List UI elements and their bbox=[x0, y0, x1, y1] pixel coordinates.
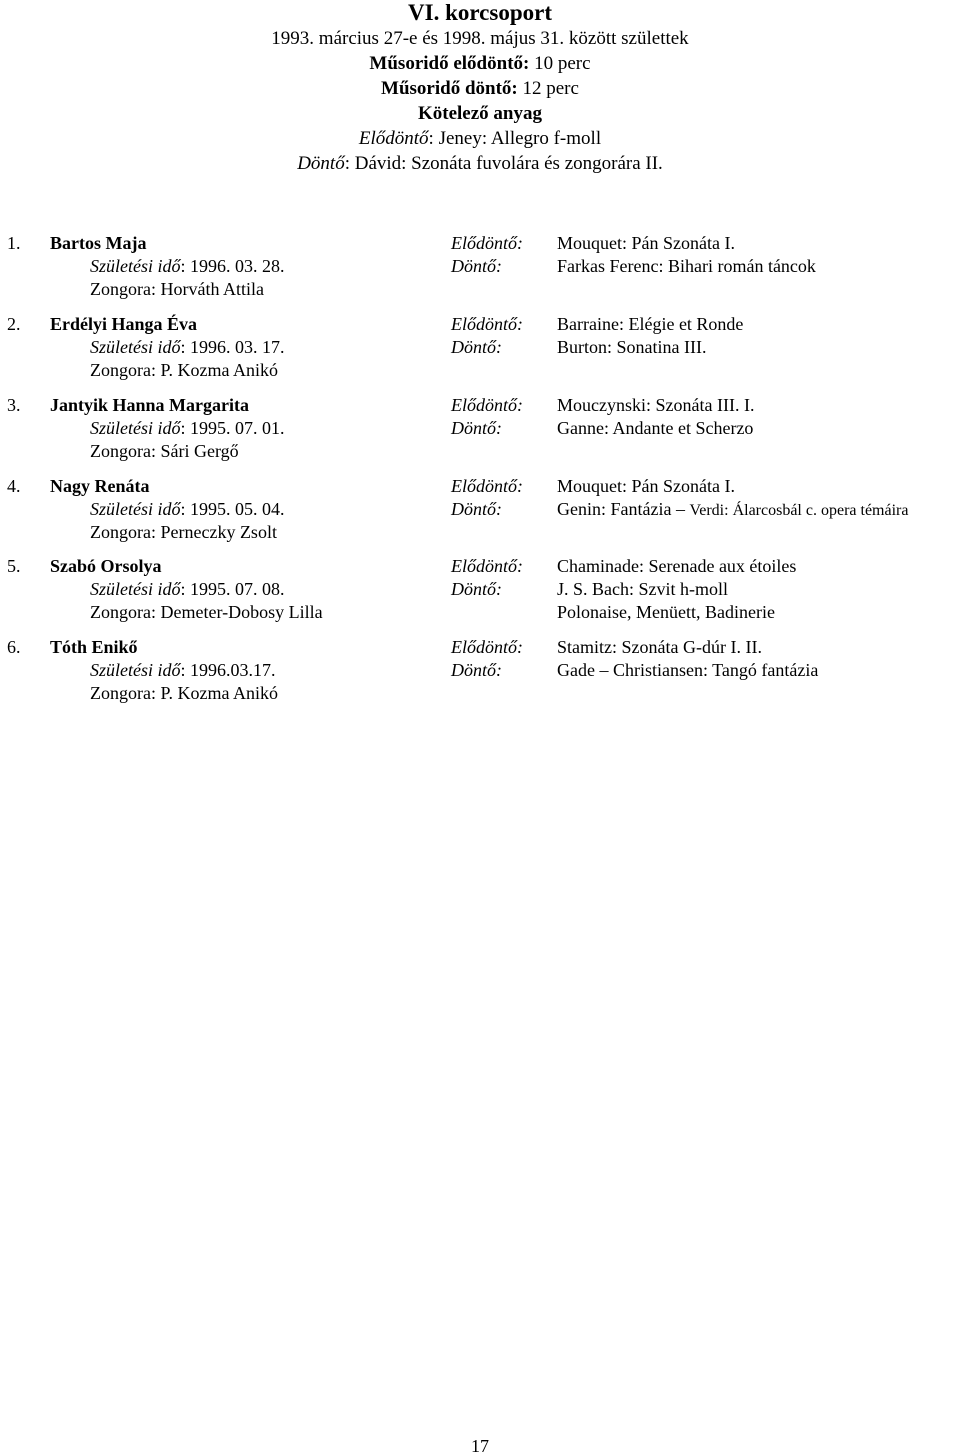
entry-dob bbox=[90, 254, 285, 278]
final-piece: Gade – Christiansen: Tangó fantázia bbox=[557, 660, 819, 680]
final-label: Döntő: bbox=[451, 418, 502, 438]
final-piece-main: Genin: Fantázia – bbox=[557, 499, 690, 519]
mandatory-prelim-piece: : Jeney: Allegro f-moll bbox=[428, 128, 602, 149]
prelim-label: Elődöntő: bbox=[451, 556, 523, 576]
entry bbox=[0, 635, 960, 707]
dob-label: Születési idő bbox=[90, 418, 181, 438]
mandatory-final-piece: : Dávid: Szonáta fuvolára és zongorára II. bbox=[344, 153, 663, 174]
dob-label: Születési idő bbox=[90, 337, 181, 357]
entry-piano: Zongora: Horváth Attila bbox=[90, 279, 264, 299]
prelim-piece: Chaminade: Serenade aux étoiles bbox=[557, 556, 797, 576]
entry-dob bbox=[90, 658, 276, 682]
prelim-label: Elődöntő: bbox=[451, 637, 523, 657]
entry-name: Szabó Orsolya bbox=[50, 556, 162, 576]
dob-label: Születési idő bbox=[90, 256, 181, 276]
dob-value: : 1996.03.17. bbox=[180, 660, 276, 680]
entry-name: Erdélyi Hanga Éva bbox=[50, 314, 198, 334]
entry-number: 2. bbox=[7, 314, 21, 334]
prelim-piece: Mouquet: Pán Szonáta I. bbox=[557, 233, 735, 253]
entry-number: 4. bbox=[7, 476, 21, 496]
entry-name: Nagy Renáta bbox=[50, 476, 150, 496]
prelim-piece: Barraine: Elégie et Ronde bbox=[557, 314, 744, 334]
dob-value: : 1996. 03. 28. bbox=[180, 256, 285, 276]
entry-dob bbox=[90, 416, 285, 440]
final-time-value: 12 perc bbox=[522, 78, 579, 99]
mandatory-heading: Kötelező anyag bbox=[417, 103, 542, 124]
mandatory-prelim-line bbox=[0, 126, 960, 151]
entry-piano: Zongora: P. Kozma Anikó bbox=[90, 360, 278, 380]
entry-piano: Zongora: Perneczky Zsolt bbox=[90, 522, 277, 542]
prelim-piece: Mouczynski: Szonáta III. I. bbox=[557, 395, 755, 415]
final-piece: Burton: Sonatina III. bbox=[557, 337, 707, 357]
prelim-label: Elődöntő: bbox=[451, 395, 523, 415]
dob-value: : 1995. 07. 01. bbox=[180, 418, 285, 438]
entry-number: 1. bbox=[7, 233, 21, 253]
prelim-time-line bbox=[0, 51, 960, 76]
section-header bbox=[0, 0, 960, 176]
dob-value: : 1996. 03. 17. bbox=[180, 337, 285, 357]
prelim-label: Elődöntő: bbox=[451, 476, 523, 496]
mandatory-prelim-label: Elődöntő bbox=[358, 128, 429, 149]
mandatory-final-label: Döntő bbox=[297, 153, 345, 174]
prelim-label: Elődöntő: bbox=[451, 233, 523, 253]
entry-dob bbox=[90, 497, 285, 521]
final-label: Döntő: bbox=[451, 256, 502, 276]
entry bbox=[0, 554, 960, 626]
final-label: Döntő: bbox=[451, 579, 502, 599]
entry-name: Tóth Enikő bbox=[50, 637, 138, 657]
final-piece-subtitle: Verdi: Álarcosbál c. opera témáira bbox=[689, 502, 909, 519]
page-number: 17 bbox=[471, 1436, 489, 1456]
final-piece: J. S. Bach: Szvit h-moll bbox=[557, 579, 728, 599]
birth-date-range: 1993. március 27-e és 1998. május 31. között születtek bbox=[271, 28, 689, 49]
dob-label: Születési idő bbox=[90, 499, 181, 519]
section-title: VI. korcsoport bbox=[408, 0, 552, 25]
dob-label: Születési idő bbox=[90, 660, 181, 680]
final-time-label: Műsoridő döntő: bbox=[381, 78, 518, 99]
dob-value: : 1995. 07. 08. bbox=[180, 579, 285, 599]
final-label: Döntő: bbox=[451, 337, 502, 357]
dob-value: : 1995. 05. 04. bbox=[180, 499, 285, 519]
final-piece-movements: Polonaise, Menüett, Badinerie bbox=[557, 602, 775, 622]
final-time-line bbox=[0, 76, 960, 101]
final-piece: Ganne: Andante et Scherzo bbox=[557, 418, 754, 438]
final-piece: Farkas Ferenc: Bihari román táncok bbox=[557, 256, 816, 276]
entry-piano: Zongora: Sári Gergő bbox=[90, 441, 239, 461]
entry-piano: Zongora: P. Kozma Anikó bbox=[90, 683, 278, 703]
entry-name: Bartos Maja bbox=[50, 233, 147, 253]
entry-number: 3. bbox=[7, 395, 21, 415]
prelim-label: Elődöntő: bbox=[451, 314, 523, 334]
entry-dob bbox=[90, 577, 285, 601]
entry bbox=[0, 312, 960, 384]
entry bbox=[0, 393, 960, 465]
entry bbox=[0, 474, 960, 546]
entry-number: 5. bbox=[7, 556, 21, 576]
entry-number: 6. bbox=[7, 637, 21, 657]
prelim-time-value: 10 perc bbox=[534, 53, 591, 74]
entry-dob bbox=[90, 335, 285, 359]
dob-label: Születési idő bbox=[90, 579, 181, 599]
entry-piano: Zongora: Demeter-Dobosy Lilla bbox=[90, 602, 323, 622]
mandatory-final-line bbox=[0, 151, 960, 176]
prelim-time-label: Műsoridő elődöntő: bbox=[369, 53, 530, 74]
prelim-piece: Stamitz: Szonáta G-dúr I. II. bbox=[557, 637, 762, 657]
entry bbox=[0, 231, 960, 303]
final-label: Döntő: bbox=[451, 660, 502, 680]
prelim-piece: Mouquet: Pán Szonáta I. bbox=[557, 476, 735, 496]
entry-name: Jantyik Hanna Margarita bbox=[50, 395, 250, 415]
final-label: Döntő: bbox=[451, 499, 502, 519]
